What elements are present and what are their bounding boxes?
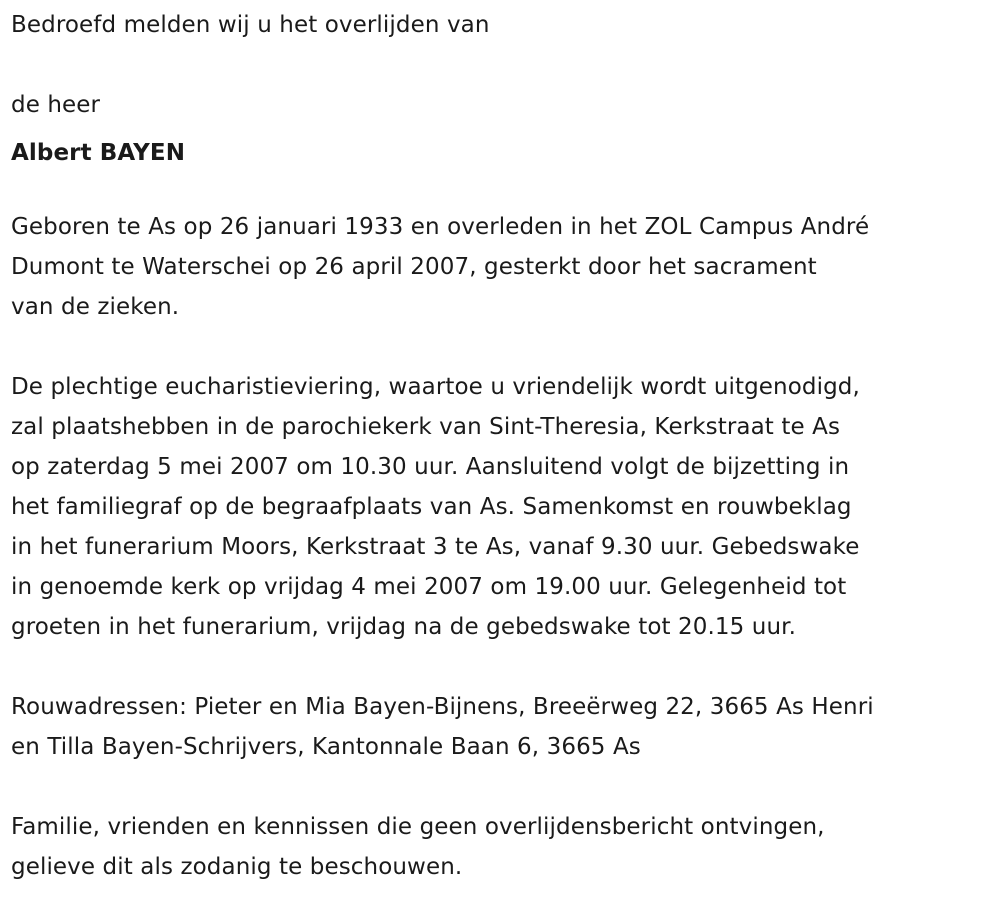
- paragraph-line: groeten in het funerarium, vrijdag na de gebedswake tot 20.15 uur.: [11, 614, 796, 640]
- paragraph-line: in het funerarium Moors, Kerkstraat 3 te As, vanaf 9.30 uur. Gebedswake: [11, 534, 860, 560]
- addresses-paragraph: [11, 687, 996, 767]
- paragraph-line: en Tilla Bayen-Schrijvers, Kantonnale Baan 6, 3665 As: [11, 734, 641, 760]
- paragraph-line: Rouwadressen: Pieter en Mia Bayen-Bijnens, Breeërweg 22, 3665 As Henri: [11, 694, 874, 720]
- paragraph-line: op zaterdag 5 mei 2007 om 10.30 uur. Aansluitend volgt de bijzetting in: [11, 454, 850, 480]
- paragraph-line: Geboren te As op 26 januari 1933 en overleden in het ZOL Campus André: [11, 214, 870, 240]
- paragraph-line: De plechtige eucharistieviering, waartoe u vriendelijk wordt uitgenodigd,: [11, 374, 860, 400]
- paragraph-line: in genoemde kerk op vrijdag 4 mei 2007 om 19.00 uur. Gelegenheid tot: [11, 574, 847, 600]
- paragraph-line: gelieve dit als zodanig te beschouwen.: [11, 854, 463, 880]
- birth-paragraph: [11, 207, 996, 327]
- paragraph-line: zal plaatshebben in de parochiekerk van Sint-Theresia, Kerkstraat te As: [11, 414, 841, 440]
- intro-text: Bedroefd melden wij u het overlijden van: [11, 12, 490, 38]
- deceased-name: Albert BAYEN: [11, 140, 186, 166]
- paragraph-line: Familie, vrienden en kennissen die geen overlijdensbericht ontvingen,: [11, 814, 825, 840]
- paragraph-line: van de zieken.: [11, 294, 180, 320]
- paragraph-line: Dumont te Waterschei op 26 april 2007, gesterkt door het sacrament: [11, 254, 817, 280]
- ceremony-paragraph: [11, 367, 996, 647]
- closing-paragraph: [11, 807, 996, 887]
- paragraph-line: het familiegraf op de begraafplaats van As. Samenkomst en rouwbeklag: [11, 494, 852, 520]
- obituary-notice: [11, 0, 996, 887]
- title-prefix: de heer: [11, 92, 101, 118]
